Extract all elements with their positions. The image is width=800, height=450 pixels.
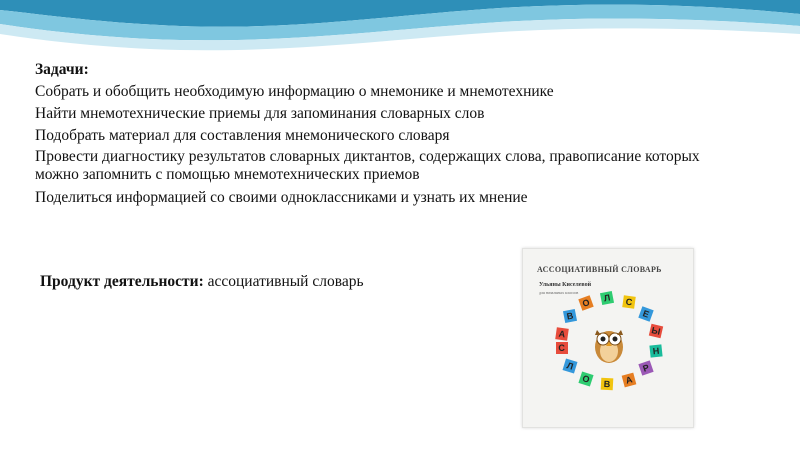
letter-tile: О xyxy=(578,295,593,310)
task-item: Подобрать материал для составления мнемонического словаря xyxy=(35,127,450,144)
book-title: АССОЦИАТИВНЫЙ СЛОВАРЬ xyxy=(537,265,662,274)
owl-illustration xyxy=(589,321,629,365)
letter-tile: А xyxy=(621,373,636,388)
header-wave-decoration xyxy=(0,0,800,60)
product-label: Продукт деятельности: xyxy=(40,273,204,290)
letter-tile: Н xyxy=(649,344,662,357)
letter-tile: В xyxy=(563,309,577,323)
task-item: Найти мнемотехнические приемы для запоминания словарных слов xyxy=(35,105,485,122)
letter-tile: Ы xyxy=(650,325,662,338)
letter-tile: О xyxy=(579,371,594,386)
letter-tile: С xyxy=(622,295,636,309)
letter-tile: С xyxy=(556,342,568,354)
task-item: Собрать и обобщить необходимую информацию о мнемонике и мнемотехнике xyxy=(35,83,554,100)
tasks-heading: Задачи: xyxy=(35,61,89,78)
product-value: ассоциативный словарь xyxy=(207,273,364,290)
tasks-block xyxy=(35,60,735,210)
product-line xyxy=(40,273,364,291)
letter-tile: Р xyxy=(638,361,653,376)
dictionary-photo xyxy=(522,248,694,428)
letter-tile: Л xyxy=(562,358,577,373)
book-subtitle: для начальных классов xyxy=(539,290,579,295)
task-item: Провести диагностику результатов словарных диктантов, содержащих слова, правописание которых можно запомнить с помощью мнемотехнических приемов xyxy=(35,148,700,183)
letter-tile: Л xyxy=(600,291,614,305)
book-author: Ульяны Киселевой xyxy=(539,282,592,288)
letter-tile: А xyxy=(555,327,569,341)
letter-tile: Е xyxy=(638,306,653,321)
task-item: Поделиться информацией со своими одноклассниками и узнать их мнение xyxy=(35,189,528,206)
letter-tile: В xyxy=(601,378,614,391)
